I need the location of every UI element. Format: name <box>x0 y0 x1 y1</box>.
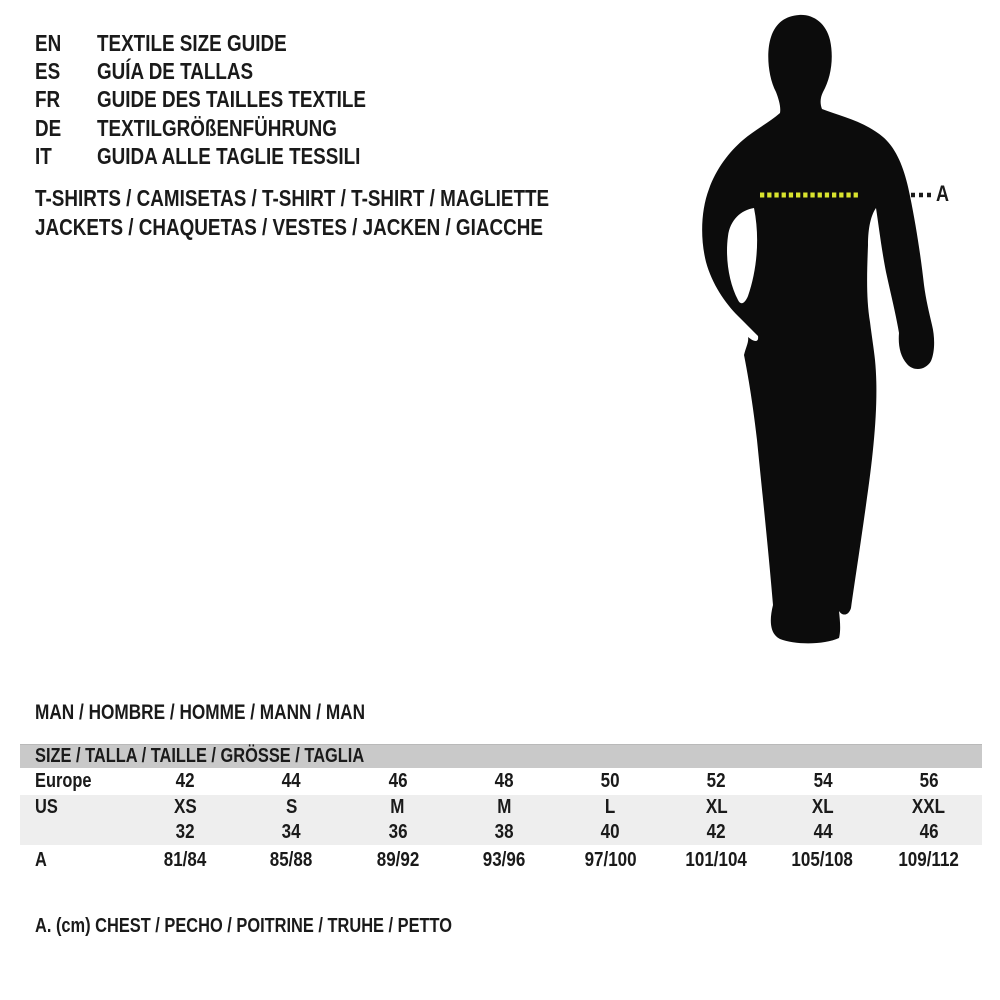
language-row-en <box>35 29 425 57</box>
category-line-jackets: JACKETS / CHAQUETAS / VESTES / JACKEN / GIACCHE <box>35 214 543 240</box>
size-cell: 101/104 <box>685 849 748 871</box>
language-code: IT <box>35 143 52 170</box>
man-silhouette-figure <box>680 0 980 680</box>
row-label: A <box>35 849 47 871</box>
language-row-de <box>35 114 425 142</box>
language-code: FR <box>35 86 61 113</box>
size-cell: 109/112 <box>898 849 960 871</box>
size-cell: 36 <box>388 821 408 843</box>
size-cell: 54 <box>813 770 833 792</box>
language-row-fr <box>35 86 425 114</box>
language-label: TEXTILGRÖßENFÜHRUNG <box>97 114 337 141</box>
size-cell: 56 <box>919 770 939 792</box>
size-table-header-label: SIZE / TALLA / TAILLE / GRÖSSE / TAGLIA <box>35 745 365 767</box>
size-cell: 48 <box>494 770 514 792</box>
size-cell: 93/96 <box>482 849 526 871</box>
row-label: Europe <box>35 770 92 792</box>
language-row-es <box>35 57 425 85</box>
size-cell: 89/92 <box>376 849 419 871</box>
size-cell: XL <box>811 796 834 818</box>
category-line-tshirts: T-SHIRTS / CAMISETAS / T-SHIRT / T-SHIRT / MAGLIETTE <box>35 185 550 211</box>
language-label: TEXTILE SIZE GUIDE <box>97 29 287 56</box>
language-list <box>35 29 425 171</box>
size-cell: 52 <box>706 770 726 792</box>
man-silhouette <box>702 15 934 643</box>
size-cell: 32 <box>175 821 195 843</box>
table-row-us <box>20 795 982 820</box>
gender-heading: MAN / HOMBRE / HOMME / MANN / MAN <box>35 701 366 724</box>
size-cell: 97/100 <box>584 849 637 871</box>
language-label: GUIDA ALLE TAGLIE TESSILI <box>97 143 361 170</box>
size-cell: 50 <box>600 770 620 792</box>
size-cell: S <box>285 796 298 818</box>
size-cell: 44 <box>813 821 833 843</box>
size-cell: XL <box>705 796 728 818</box>
size-cell: 105/108 <box>791 849 854 871</box>
table-row-numeric <box>20 820 982 845</box>
language-label: GUIDE DES TAILLES TEXTILE <box>97 86 366 113</box>
size-cell: M <box>390 796 405 818</box>
size-cell: 85/88 <box>270 849 313 871</box>
size-cell: 44 <box>281 770 301 792</box>
size-cell: M <box>496 796 511 818</box>
language-code: ES <box>35 58 61 85</box>
size-table <box>20 744 982 876</box>
language-row-it <box>35 143 425 171</box>
size-cell: 40 <box>600 821 620 843</box>
size-table-header <box>20 744 982 768</box>
size-cell: XXL <box>912 796 946 818</box>
row-label: US <box>35 796 58 818</box>
language-code: EN <box>35 29 62 56</box>
language-code: DE <box>35 114 62 141</box>
size-cell: L <box>604 796 616 818</box>
size-cell: XS <box>173 796 197 818</box>
table-row-europe <box>20 768 982 795</box>
language-label: GUÍA DE TALLAS <box>97 58 254 85</box>
table-row-chest-cm <box>20 845 982 876</box>
size-cell: 42 <box>175 770 195 792</box>
measurement-footnote: A. (cm) CHEST / PECHO / POITRINE / TRUHE / PETTO <box>35 914 453 937</box>
size-cell: 42 <box>706 821 726 843</box>
size-cell: 34 <box>281 821 301 843</box>
size-cell: 46 <box>388 770 408 792</box>
size-cell: 81/84 <box>163 849 207 871</box>
category-headings <box>35 184 662 242</box>
chest-marker-label: A <box>936 181 950 206</box>
size-cell: 38 <box>494 821 514 843</box>
size-cell: 46 <box>919 821 939 843</box>
